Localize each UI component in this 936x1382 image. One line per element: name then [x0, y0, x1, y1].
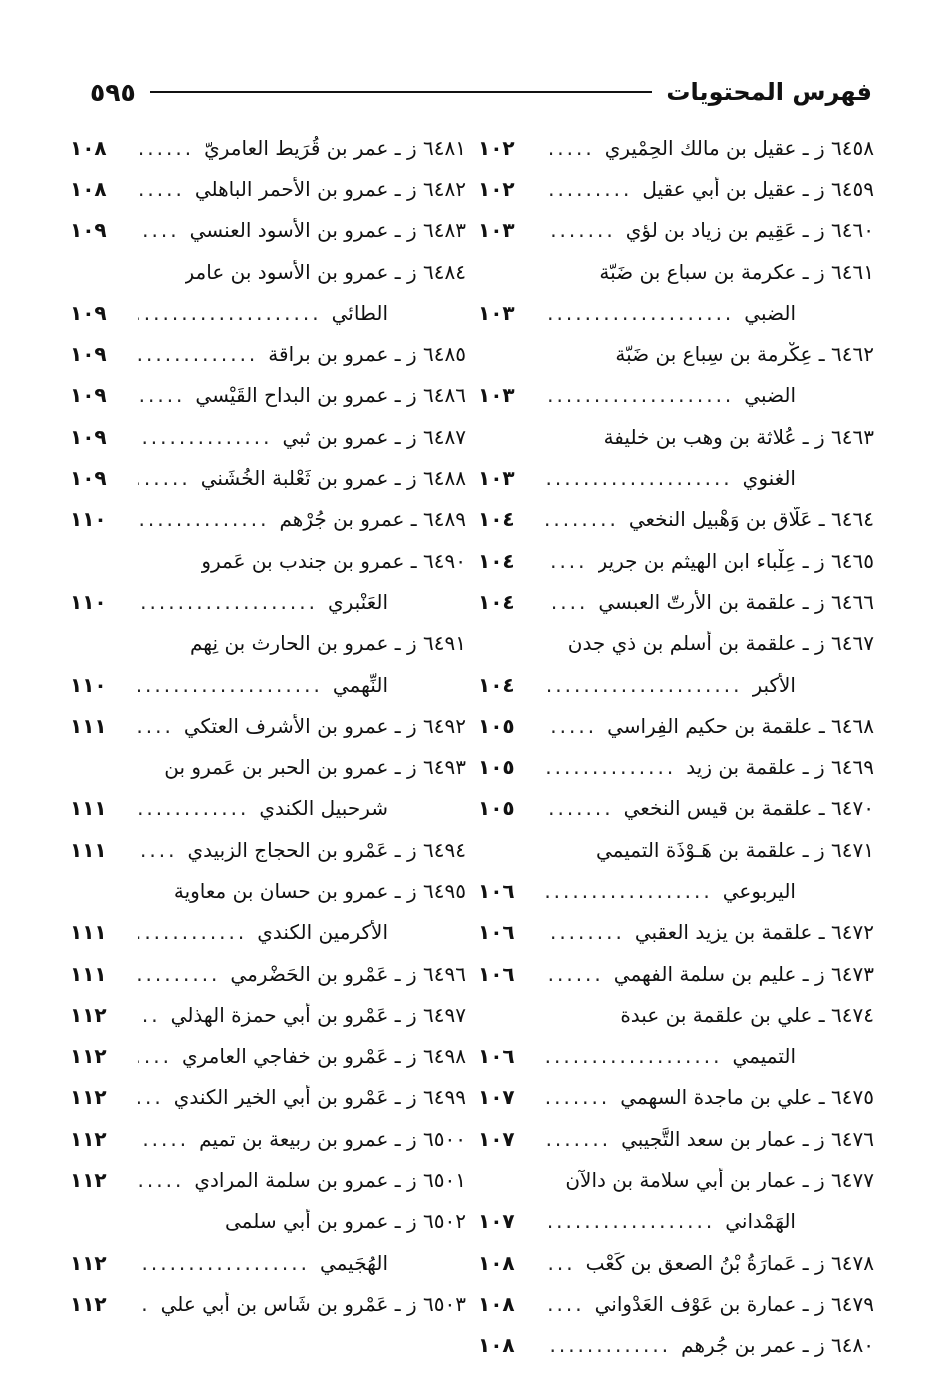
leader-dots	[138, 136, 204, 160]
entry-page-number: ١٠٥	[478, 796, 515, 821]
entry-title: ٦٤٦٠ ز ـ عَقِيم بن زياد بن لؤي	[625, 218, 874, 243]
leader-dots	[546, 920, 635, 944]
index-entry	[478, 623, 874, 664]
entry-page-number: ١٠٩	[70, 424, 107, 449]
entry-title: ٦٤٨٦ ز ـ عمرو بن البداح القَيْسي	[195, 383, 466, 408]
entry-page-number: ١٠٢	[478, 135, 515, 160]
entry-page-number: ١٠٥	[478, 713, 515, 738]
entry-title: ٦٤٩٩ ز ـ عَمْرو بن أبي الخير الكندي	[173, 1085, 466, 1110]
leader-dots	[138, 301, 332, 325]
index-entry	[478, 1325, 874, 1366]
entry-title: ٦٤٧٦ ز ـ عمار بن سعد التَّجيبي	[621, 1126, 874, 1151]
index-entry	[70, 746, 466, 787]
entry-continuation: اليربوعي	[722, 878, 796, 903]
entry-title: ٦٤٧٣ ز ـ عليم بن سلمة الفهمي	[613, 961, 874, 986]
leader-dots	[138, 383, 195, 407]
index-entry	[478, 746, 874, 787]
entry-page-number: ١١١	[70, 837, 107, 862]
index-entry	[70, 994, 466, 1035]
entry-page-number: ١١٢	[70, 1250, 107, 1275]
entry-page-number: ١٠٦	[478, 878, 515, 903]
leader-dots	[546, 177, 642, 201]
index-entry	[478, 210, 874, 251]
index-entry	[478, 540, 874, 581]
entry-title: ٦٤٦٢ ـ عِكْرمة بن سِباع بن ضَبّة	[615, 342, 874, 367]
leader-dots	[138, 673, 333, 697]
index-entry	[70, 1077, 466, 1118]
entry-title: ٦٤٩٦ ز ـ عَمْرو بن الحَضْرمي	[230, 961, 466, 986]
index-entry	[478, 416, 874, 457]
leader-dots	[138, 1127, 199, 1151]
header-rule	[150, 91, 653, 93]
leader-dots	[546, 1251, 586, 1275]
leader-dots	[546, 1085, 620, 1109]
index-entry	[70, 375, 466, 416]
entry-page-number: ١٠٩	[70, 383, 107, 408]
entry-title: ٦٤٦٧ ز ـ علقمة بن أسلم بن ذي جدن	[567, 631, 874, 656]
leader-dots	[138, 218, 190, 242]
entry-page-number: ١٠٨	[478, 1250, 515, 1275]
leader-dots	[546, 549, 598, 573]
entry-page-number: ١٠٨	[70, 135, 107, 160]
leader-dots	[138, 838, 187, 862]
entry-page-number: ١١٠	[70, 507, 107, 532]
leader-dots	[138, 1003, 171, 1027]
index-entry	[70, 664, 466, 705]
index-entry	[70, 1118, 466, 1159]
entry-title: ٦٤٩٧ ز ـ عَمْرو بن أبي حمزة الهذلي	[170, 1002, 466, 1027]
entry-page-number: ١٠٤	[478, 672, 515, 697]
index-entry	[70, 829, 466, 870]
entry-continuation: شرحبيل الكندي	[259, 796, 388, 821]
leader-dots	[138, 920, 257, 944]
index-entry	[70, 457, 466, 498]
entry-title: ٦٤٨٨ ز ـ عمرو بن ثَعْلبة الخُشَني	[200, 466, 466, 491]
leader-dots	[138, 1251, 320, 1275]
entry-page-number: ١١٢	[70, 1085, 107, 1110]
entry-page-number: ١٠٣	[478, 383, 515, 408]
index-entry	[478, 1283, 874, 1324]
index-entry	[70, 333, 466, 374]
entry-title: ٦٤٨٢ ز ـ عمرو بن الأحمر الباهلي	[194, 176, 466, 201]
index-entry	[70, 870, 466, 911]
leader-dots	[138, 1168, 194, 1192]
entry-title: ٦٤٩٥ ز ـ عمرو بن حسان بن معاوية	[173, 878, 466, 903]
index-entry	[70, 788, 466, 829]
entry-page-number: ١٠٥	[478, 755, 515, 780]
entry-title: ٦٤٧٨ ز ـ عَمارَةُ بْنُ الصعق بن كَعْب	[585, 1250, 874, 1275]
entry-page-number: ١٠٤	[478, 548, 515, 573]
leader-dots	[546, 218, 626, 242]
entry-title: ٦٤٩٨ ز ـ عَمْرو بن خفاجي العامري	[181, 1044, 466, 1069]
entry-title: ٦٤٧٤ ـ علي بن علقمة بن عبدة	[620, 1002, 874, 1027]
entry-title: ٦٤٦٥ ز ـ عِلْباء ابن الهيثم بن جرير	[597, 548, 874, 573]
entry-page-number: ١١٢	[70, 1291, 107, 1316]
index-entry	[478, 581, 874, 622]
index-entry	[70, 705, 466, 746]
index-entry	[70, 1036, 466, 1077]
index-entry	[478, 1201, 874, 1242]
entry-page-number: ١٠٣	[478, 218, 515, 243]
entry-continuation: العَنْبري	[327, 589, 388, 614]
index-entry	[478, 292, 874, 333]
entry-title: ٦٤٨٠ ز ـ عمر بن جُرهم	[681, 1333, 874, 1358]
leader-dots	[138, 466, 201, 490]
page-header	[90, 72, 872, 112]
entry-page-number: ١٠٩	[70, 300, 107, 325]
leader-dots	[546, 1044, 732, 1068]
index-entry	[478, 705, 874, 746]
index-entry	[70, 1159, 466, 1200]
entry-page-number: ١١١	[70, 961, 107, 986]
index-entry	[70, 1283, 466, 1324]
index-entry	[478, 127, 874, 168]
entry-page-number: ١١٢	[70, 1002, 107, 1027]
leader-dots	[546, 673, 752, 697]
entry-page-number: ١١١	[70, 796, 107, 821]
entry-title: ٦٤٨١ ز ـ عمر بن قُرَيط العامريّ	[204, 135, 466, 160]
leader-dots	[138, 1292, 161, 1316]
entry-title: ٦٥٠٣ ز ـ عَمْرو بن شَاس بن أبي علي	[160, 1291, 466, 1316]
entry-continuation: التميمي	[732, 1044, 796, 1069]
entry-title: ٦٤٦٣ ز ـ عُلاثة بن وهب بن خليفة	[603, 424, 874, 449]
entry-title: ٦٤٦٦ ز ـ علقمة بن الأرتّ العبسي	[598, 589, 874, 614]
index-entry	[70, 499, 466, 540]
index-entry	[478, 664, 874, 705]
index-entry	[70, 953, 466, 994]
index-entry	[478, 1242, 874, 1283]
entry-page-number: ١١٢	[70, 1044, 107, 1069]
entry-page-number: ١٠٦	[478, 1044, 515, 1069]
entry-title: ٦٥٠٢ ز ـ عمرو بن أبي سلمى	[224, 1209, 466, 1234]
entry-title: ٦٤٧٧ ز ـ عمار بن أبي سلامة بن دالآن	[565, 1168, 874, 1193]
page-number: ٥٩٥	[90, 77, 136, 107]
entry-page-number: ١١٢	[70, 1126, 107, 1151]
index-column-left	[70, 127, 466, 1325]
leader-dots	[138, 714, 184, 738]
index-entry	[478, 912, 874, 953]
entry-page-number: ١٠٩	[70, 466, 107, 491]
index-entry	[478, 1036, 874, 1077]
index-entry	[70, 1201, 466, 1242]
leader-dots	[138, 796, 259, 820]
index-entry	[478, 375, 874, 416]
entry-title: ٦٤٨٩ ـ عمرو بن جُرْهم	[279, 507, 466, 532]
index-entry	[478, 870, 874, 911]
entry-title: ٦٤٧١ ز ـ علقمة بن هَـوْذَة التميمي	[595, 837, 874, 862]
entry-continuation: الأكرمين الكندي	[257, 920, 388, 945]
index-entry	[70, 581, 466, 622]
entry-continuation: الهَمْداني	[725, 1209, 796, 1234]
entry-page-number: ١٠٨	[70, 176, 107, 201]
index-entry	[70, 540, 466, 581]
leader-dots	[546, 383, 744, 407]
leader-dots	[546, 1127, 621, 1151]
entry-title: ٦٤٧٢ ـ علقمة بن يزيد العقبي	[634, 920, 874, 945]
entry-page-number: ١٠٩	[70, 218, 107, 243]
entry-title: ٦٤٥٨ ز ـ عقيل بن مالك الحِمْيري	[604, 135, 874, 160]
index-entry	[478, 251, 874, 292]
index-entry	[70, 292, 466, 333]
entry-continuation: الأكبر	[752, 672, 796, 697]
leader-dots	[546, 590, 598, 614]
index-entry	[478, 499, 874, 540]
entry-page-number: ١٠٢	[478, 176, 515, 201]
index-entry	[70, 623, 466, 664]
index-entry	[70, 912, 466, 953]
index-entry	[70, 127, 466, 168]
entry-page-number: ١٠٧	[478, 1085, 515, 1110]
entry-continuation: النِّهمي	[332, 672, 388, 697]
entry-page-number: ١١٢	[70, 1168, 107, 1193]
entry-title: ٦٤٧٠ ـ علقمة بن قيس النخعي	[623, 796, 874, 821]
entry-page-number: ١٠٦	[478, 920, 515, 945]
entry-page-number: ١٠٧	[478, 1126, 515, 1151]
leader-dots	[546, 755, 686, 779]
header-title: فهرس المحتويات	[666, 78, 872, 106]
index-entry	[478, 788, 874, 829]
entry-page-number: ١١١	[70, 713, 107, 738]
entry-title: ٦٤٩١ ز ـ عمرو بن الحارث بن نِهم	[190, 631, 466, 656]
entry-title: ٦٤٨٣ ز ـ عمرو بن الأسود العنسي	[189, 218, 466, 243]
index-entry	[478, 168, 874, 209]
leader-dots	[138, 1044, 182, 1068]
leader-dots	[546, 962, 614, 986]
entry-title: ٦٤٨٥ ز ـ عمرو بن براقة	[268, 342, 466, 367]
entry-page-number: ١١٠	[70, 672, 107, 697]
leader-dots	[138, 342, 268, 366]
entry-title: ٦٤٩٣ ز ـ عمرو بن الحبر بن عَمرو بن	[164, 755, 466, 780]
index-entry	[70, 210, 466, 251]
index-entry	[70, 251, 466, 292]
entry-title: ٦٤٦٩ ز ـ علقمة بن زيد	[686, 755, 874, 780]
entry-page-number: ١٠٦	[478, 961, 515, 986]
leader-dots	[138, 507, 280, 531]
leader-dots	[546, 796, 624, 820]
entry-page-number: ١١٠	[70, 589, 107, 614]
entry-title: ٦٤٧٥ ـ علي بن ماجدة السهمي	[620, 1085, 874, 1110]
index-entry	[478, 457, 874, 498]
entry-title: ٦٤٩٤ ز ـ عَمْرو بن الحجاج الزبيدي	[187, 837, 466, 862]
leader-dots	[546, 1333, 681, 1357]
entry-continuation: الضبي	[744, 300, 796, 325]
index-entry	[478, 1159, 874, 1200]
entry-page-number: ١٠٣	[478, 300, 515, 325]
entry-page-number: ١٠٧	[478, 1209, 515, 1234]
entry-page-number: ١٠٤	[478, 507, 515, 532]
index-entry	[478, 953, 874, 994]
entry-title: ٦٤٥٩ ز ـ عقيل بن أبي عقيل	[642, 176, 874, 201]
leader-dots	[138, 590, 328, 614]
entry-page-number: ١٠٤	[478, 589, 515, 614]
entry-title: ٦٥٠٠ ز ـ عمرو بن ربيعة بن تميم	[199, 1126, 466, 1151]
leader-dots	[546, 136, 605, 160]
leader-dots	[546, 466, 743, 490]
entry-title: ٦٤٦٤ ـ عَلّاق بن وَهْبيل النخعي	[628, 507, 874, 532]
entry-page-number: ١٠٨	[478, 1333, 515, 1358]
entry-title: ٦٤٩٢ ز ـ عمرو بن الأشرف العتكي	[183, 713, 466, 738]
index-entry	[478, 1118, 874, 1159]
entry-page-number: ١٠٣	[478, 466, 515, 491]
entry-title: ٦٤٩٠ ـ عمرو بن جندب بن عَمرو	[201, 548, 466, 573]
index-entry	[70, 416, 466, 457]
entry-continuation: الضبي	[744, 383, 796, 408]
entry-title: ٦٤٧٩ ز ـ عمارة بن عَوْف العَدْواني	[594, 1291, 874, 1316]
entry-title: ٦٤٨٤ ز ـ عمرو بن الأسود بن عامر	[184, 259, 466, 284]
index-entry	[70, 168, 466, 209]
index-entry	[478, 829, 874, 870]
leader-dots	[546, 1209, 725, 1233]
entry-title: ٦٤٦١ ز ـ عكرمة بن سباع بن ضَبّة	[599, 259, 874, 284]
leader-dots	[138, 1085, 174, 1109]
entry-page-number: ١٠٨	[478, 1291, 515, 1316]
entry-continuation: الغنوي	[742, 466, 796, 491]
leader-dots	[546, 301, 744, 325]
leader-dots	[546, 507, 629, 531]
leader-dots	[546, 1292, 595, 1316]
leader-dots	[546, 714, 607, 738]
entry-continuation: الهُجَيمي	[319, 1250, 388, 1275]
entry-title: ٦٤٨٧ ز ـ عمرو بن ثبي	[282, 424, 466, 449]
leader-dots	[138, 962, 230, 986]
index-entry	[478, 994, 874, 1035]
entry-page-number: ١٠٩	[70, 342, 107, 367]
entry-page-number: ١١١	[70, 920, 107, 945]
leader-dots	[138, 177, 195, 201]
leader-dots	[546, 879, 723, 903]
entry-continuation: الطائي	[331, 300, 388, 325]
index-entry	[70, 1242, 466, 1283]
leader-dots	[138, 425, 282, 449]
index-entry	[478, 1077, 874, 1118]
index-entry	[478, 333, 874, 374]
index-column-right	[478, 127, 874, 1366]
entry-title: ٦٥٠١ ز ـ عمرو بن سلمة المرادي	[194, 1168, 466, 1193]
entry-title: ٦٤٦٨ ـ علقمة بن حكيم الفِراسي	[607, 713, 874, 738]
